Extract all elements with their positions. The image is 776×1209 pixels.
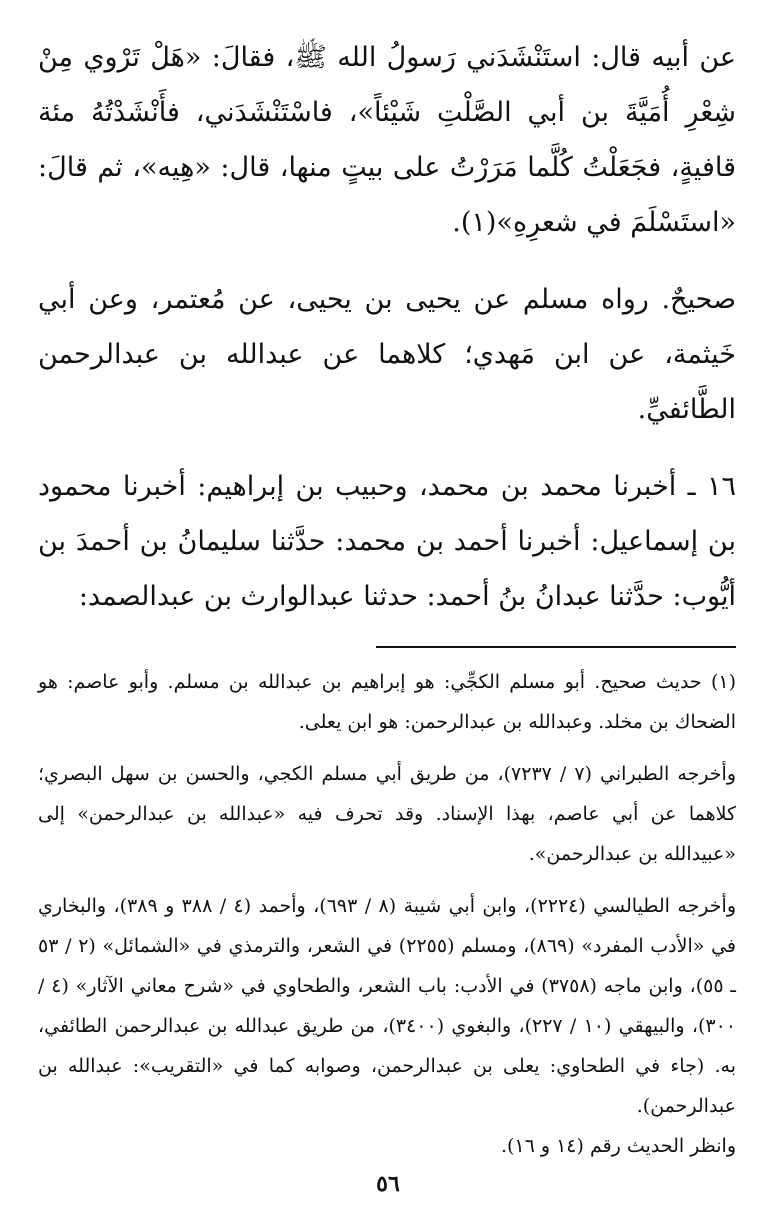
footnotes — [38, 662, 736, 1166]
main-text — [38, 30, 736, 624]
footnote-separator-row — [38, 632, 736, 662]
footnote-divider — [376, 646, 736, 648]
hadith-16-isnad: ١٦ ـ أخبرنا محمد بن محمد، وحبيب بن إبراهيم: أخبرنا محمود بن إسماعيل: أخبرنا أحمد بن محمد: حدَّثنا سليمانُ بن أحمدَ بن أيُّوب: حدَّثنا عبدانُ بنُ أحمد: حدثنا عبدالوارث بن عبدالصمد: — [38, 471, 736, 612]
grading-paragraph: صحيحٌ. رواه مسلم عن يحيى بن يحيى، عن مُعتمر، وعن أبي خَيثمة، عن ابن مَهدي؛ كلاهما عن عبدالله بن عبدالرحمن الطَّائفيِّ. — [38, 284, 736, 425]
page-number: ٥٦ — [376, 1171, 400, 1197]
footnote-sources: وأخرجه الطيالسي (٢٢٢٤)، وابن أبي شيبة (٨ / ٦٩٣)، وأحمد (٤ / ٣٨٨ و ٣٨٩)، والبخاري في «الأدب المفرد» (٨٦٩)، ومسلم (٢٢٥٥) في الشعر، والترمذي في «الشمائل» (٢ / ٥٣ ـ ٥٥)، وابن ماجه (٣٧٥٨) في الأدب: باب الشعر، والطحاوي في «شرح معاني الآثار» (٤ / ٣٠٠)، والبيهقي (١٠ / ٢٢٧)، والبغوي (٣٤٠٠)، من طريق عبدالله بن عبدالرحمن الطائفي، به. (جاء في الطحاوي: يعلى بن عبدالرحمن، وصوابه كما في «التقريب»: عبدالله بن عبدالرحمن). — [38, 895, 736, 1117]
hadith-text-paragraph: عن أبيه قال: استَنْشَدَني رَسولُ الله ﷺ، فقالَ: «هَلْ تَرْوي مِنْ شِعْرِ أُمَيَّةَ بن أبي الصَّلْتِ شَيْئاً»، فاسْتَنْشَدَني، فأَنْشَدْتُهُ مئة قافيةٍ، فجَعَلْتُ كُلَّما مَرَرْتُ على بيتٍ منها، قال: «هِيه»، ثم قالَ: «استَسْلَمَ في شعرِهِ»(١). — [38, 42, 736, 238]
footnote-tabarani: وأخرجه الطبراني (٧ / ٧٢٣٧)، من طريق أبي مسلم الكجي، والحسن بن سهل البصري؛ كلاهما عن أبي عاصم، بهذا الإسناد. وقد تحرف فيه «عبدالله بن عبدالرحمن» إلى «عبيدالله بن عبدالرحمن». — [38, 763, 736, 865]
footnote-see-also: وانظر الحديث رقم (١٤ و ١٦). — [500, 1135, 736, 1157]
page — [38, 30, 736, 1209]
footnote-1: (١) حديث صحيح. أبو مسلم الكجِّي: هو إبراهيم بن عبدالله بن مسلم. وأبو عاصم: هو الضحاك بن مخلد. وعبدالله بن عبدالرحمن: هو ابن يعلى. — [38, 671, 736, 733]
